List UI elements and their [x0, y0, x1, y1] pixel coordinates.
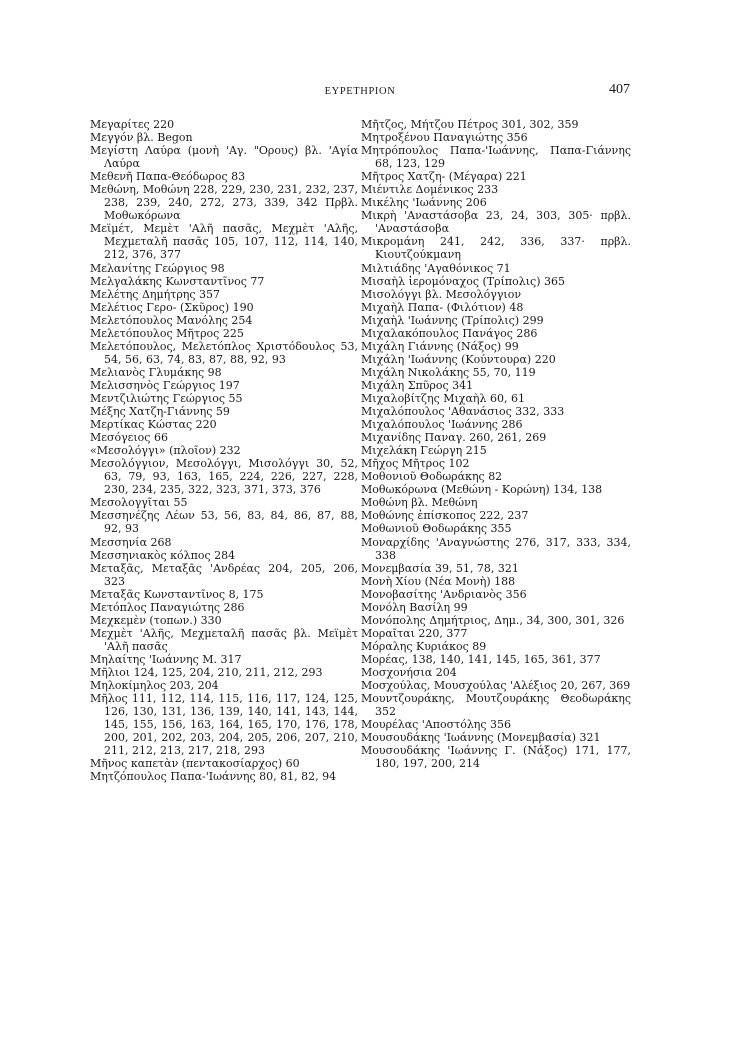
index-entry: Μοναρχίδης 'Αναγνώστης 276, 317, 333, 334, 338 [361, 535, 631, 562]
index-column-left [90, 118, 358, 783]
index-entry: Μιχάλη Νικολάκης 55, 70, 119 [361, 365, 536, 379]
index-entry: Μεταξᾶς, Μεταξᾶς 'Ανδρέας 204, 205, 206, 323 [90, 561, 358, 588]
index-entry: Μιχαλόπουλος 'Ιωάννης 286 [361, 418, 523, 432]
index-entry: Μοθώνη βλ. Μεθώνη [361, 496, 478, 510]
index-entry: Μονόπολης Δημήτριος, Δημ., 34, 300, 301, 326 [361, 613, 625, 627]
index-entry: Μητρόπουλος Παπα-'Ιωάννης, Παπα-Γιάννης 68, 123, 129 [361, 144, 631, 171]
index-entry: Μεγαρίτες 220 [90, 118, 175, 131]
index-entry: Μελετόπουλος, Μελετόπλος Χριστόδουλος 53, 54, 56, 63, 74, 83, 87, 88, 92, 93 [90, 339, 358, 366]
index-entry: Μονὴ Χίου (Νέα Μονὴ) 188 [361, 574, 516, 588]
index-entry: Μιχάλη Σπῦρος 341 [361, 378, 474, 392]
index-entry: Μικρομάνη 241, 242, 336, 337· πρβλ. Κιουτζούκμανη [361, 235, 631, 262]
index-entry: Μουντζουράκης, Μουτζουράκης Θεοδωράκης 352 [361, 692, 631, 719]
index-entry: Μεντζιλιώτης Γεώργιος 55 [90, 391, 243, 405]
index-entry: Μουρέλας 'Αποστόλης 356 [361, 718, 512, 732]
index-entry: Μέξης Χατζη-Γιάννης 59 [90, 405, 230, 419]
index-entry: Μοθωκόρωνα (Μεθώνη - Κορώνη) 134, 138 [361, 483, 603, 497]
index-entry: Μῆτρος Χατζη- (Μέγαρα) 221 [361, 170, 527, 184]
index-entry: Μεγγόν βλ. Begon [90, 131, 193, 145]
index-entry: Μεσόγειος 66 [90, 431, 168, 445]
index-entry: Μηλοκίμηλος 203, 204 [90, 679, 219, 693]
index-entry: Μιχάλη 'Ιωάννης (Κούντουρα) 220 [361, 352, 556, 366]
index-entry: Μονεμβασία 39, 51, 78, 321 [361, 561, 519, 575]
index-entry: Μελιανὸς Γλυμάκης 98 [90, 365, 222, 379]
index-entry: Μετόπλος Παναγιώτης 286 [90, 600, 245, 614]
index-entry: Μισολόγγι βλ. Μεσολόγγιον [361, 287, 522, 301]
index-entry: Μεχμὲτ 'Αλῆς, Μεχμεταλῆ πασᾶς βλ. Μεϊμὲτ 'Αλῆ πασᾶς [90, 626, 358, 653]
index-entry: Μελέτιος Γερο- (Σκῦρος) 190 [90, 300, 254, 314]
index-entry: Μῆλιοι 124, 125, 204, 210, 211, 212, 293 [90, 665, 323, 679]
index-entry: Μουσουδάκης 'Ιωάννης Γ. (Νάξος) 171, 177, 180, 197, 200, 214 [361, 744, 631, 771]
index-entry: Μελέτης Δημήτρης 357 [90, 287, 221, 301]
index-entry: Μεθώνη, Μοθώνη 228, 229, 230, 231, 232, 237, 238, 239, 240, 272, 273, 339, 342 Πρβλ. Μοθωκόρωνα [90, 183, 358, 223]
page-title: ΕΥΡΕΤΗΡΙΟΝ [324, 86, 396, 97]
index-entry: «Μεσολόγγι» (πλοῖον) 232 [90, 444, 241, 458]
index-entry: Μιχανίδης Παναγ. 260, 261, 269 [361, 431, 547, 445]
index-entry: Μοθωνιοῦ Θοδωράκης 355 [361, 522, 512, 536]
index-entry: Μεσσηνιακὸς κόλπος 284 [90, 548, 236, 562]
page-header [90, 80, 630, 108]
index-entry: Μοθώνης ἐπίσκοπος 222, 237 [361, 509, 529, 523]
index-entry: Μεσσηνία 268 [90, 535, 172, 549]
index-entry: Μεθενῆ Παπα-Θεόδωρος 83 [90, 170, 246, 184]
index-entry: Μιχελάκη Γεώργη 215 [361, 444, 487, 458]
index-entry: Μεϊμέτ, Μεμὲτ 'Αλῆ πασᾶς, Μεχμὲτ 'Αλῆς, Μεχμεταλῆ πασᾶς 105, 107, 112, 114, 140, 212, 376, 377 [90, 222, 358, 262]
index-entry: Μιχάλη Γιάννης (Νάξος) 99 [361, 339, 519, 353]
index-entry: Μελγαλάκης Κωνσταντῖνος 77 [90, 274, 265, 288]
index-entry: Μονοβασίτης 'Ανδριανὸς 356 [361, 587, 527, 601]
index-entry: Μελετόπουλος Μῆτρος 225 [90, 326, 244, 340]
index-entry: Μεσολόγγιον, Μεσολόγγι, Μισολόγγι 30, 52, 63, 79, 93, 163, 165, 224, 226, 227, 228, 230, 234, 235, 322, 323, 371, 373, 376 [90, 457, 358, 497]
index-entry: Μεχκεμὲν (τοπων.) 330 [90, 613, 222, 627]
index-entry: Μονόλη Βασίλη 99 [361, 600, 468, 614]
index-entry: Μιλτιάδης 'Αγαθόνικος 71 [361, 261, 511, 275]
index-entry: Μοραῖται 220, 377 [361, 626, 468, 640]
index-entry: Μῆνος καπετὰν (πεντακοσίαρχος) 60 [90, 757, 300, 771]
index-entry: Μελισσηνὸς Γεώργιος 197 [90, 378, 240, 392]
index-column-right [361, 118, 631, 770]
index-entry: Μοσχούλας, Μουσχούλας 'Αλέξιος 20, 267, 369 [361, 679, 631, 693]
index-entry: Μεσολογγῖται 55 [90, 496, 188, 510]
index-entry: Μοθονιοῦ Θοδωράκης 82 [361, 470, 503, 484]
index-entry: Μισαὴλ ἱερομόναχος (Τρίπολις) 365 [361, 274, 565, 288]
index-entry: Μητροξένου Παναγιώτης 356 [361, 131, 528, 145]
index-entry: Μιχαλόπουλος 'Αθανάσιος 332, 333 [361, 405, 565, 419]
index-entry: Μηλαίτης 'Ιωάννης Μ. 317 [90, 652, 242, 666]
index-entry: Μῆλος 111, 112, 114, 115, 116, 117, 124, 125, 126, 130, 131, 136, 139, 140, 141, 143, 144, 145, 155, 156, 163, 164, 165, 170, 176, 178, 200, 201, 202, 203, 204, 205, 206, 207, 210, 211, 212, 213, 217, 218, 293 [90, 692, 358, 758]
index-entry: Μεσσηνέζης Λέων 53, 56, 83, 84, 86, 87, 88, 92, 93 [90, 509, 358, 536]
index-entry: Μητζόπουλος Παπα-'Ιωάννης 80, 81, 82, 94 [90, 770, 337, 784]
index-entry: Μιχαλοβίτζης Μιχαὴλ 60, 61 [361, 391, 525, 405]
index-entry: Μεγίστη Λαύρα (μονὴ 'Αγ. "Ορους) βλ. 'Αγία Λαύρα [90, 144, 358, 171]
index-entry: Μικρὴ 'Αναστάσοβα 23, 24, 303, 305· πρβλ. 'Αναστάσοβα [361, 209, 631, 236]
index-entry: Μικέλης 'Ιωάννης 206 [361, 196, 487, 210]
index-entry: Μοσχονήσια 204 [361, 665, 457, 679]
index-entry: Μιχαὴλ 'Ιωάννης (Τρίπολις) 299 [361, 313, 544, 327]
index-entry: Μιέντιλε Δομένικος 233 [361, 183, 499, 197]
index-entry: Μουσουδάκης 'Ιωάννης (Μονεμβασία) 321 [361, 731, 601, 745]
index-entry: Μελανίτης Γεώργιος 98 [90, 261, 225, 275]
index-entry: Μερτίκας Κώστας 220 [90, 418, 217, 432]
index-entry: Μελετόπουλος Μανόλης 254 [90, 313, 253, 327]
index-entry: Μιχαλακόπουλος Πανάγος 286 [361, 326, 538, 340]
index-entry: Μῆχος Μῆτρος 102 [361, 457, 470, 471]
index-entry: Μῆτζος, Μήτζου Πέτρος 301, 302, 359 [361, 118, 579, 131]
index-entry: Μόραλης Κυριάκος 89 [361, 639, 487, 653]
page-number: 407 [609, 82, 630, 97]
index-entry: Μεταξᾶς Κωνσταντῖνος 8, 175 [90, 587, 264, 601]
index-entry: Μορέας, 138, 140, 141, 145, 165, 361, 377 [361, 652, 601, 666]
index-entry: Μιχαὴλ Παπα- (Φιλότιον) 48 [361, 300, 524, 314]
